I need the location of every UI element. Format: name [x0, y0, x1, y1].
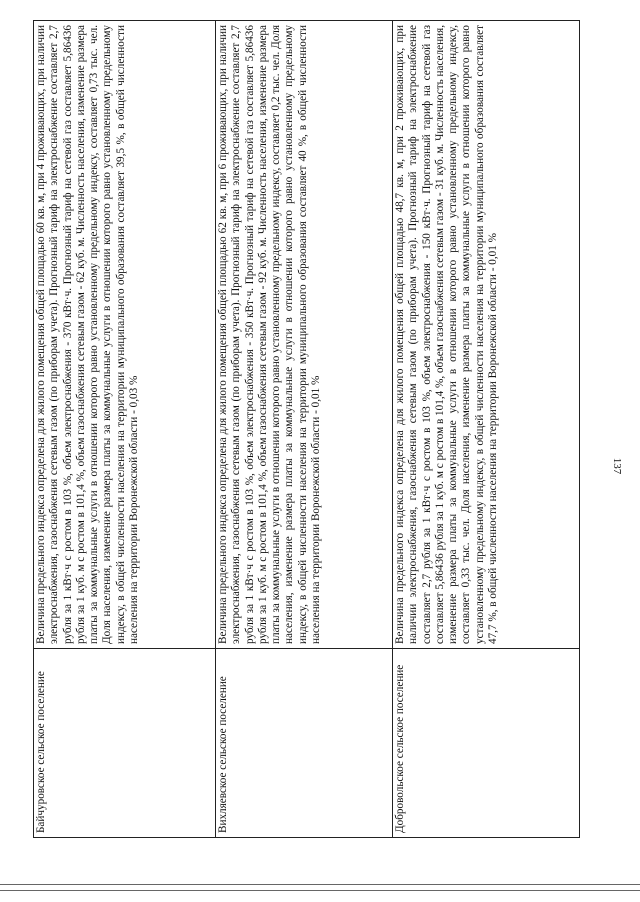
rotated-table-container: [33, 20, 579, 838]
table-row: [216, 21, 393, 838]
table-row: [34, 21, 216, 838]
index-description: Величина предельного индекса определена для жилого помещения общей площадью 60 кв. м, при 4 проживающих, при наличии электроснабжения, газоснабжения сетевым газом (по приборам учета). Прогнозный тариф на электроснабжение составляет 2,7 рубля за 1 кВт·ч с ростом в 103 %, объем электроснабжения - 370 кВт·ч. Прогнозный тариф на сетевой газ составляет 5,86436 рубля за 1 куб. м с ростом в 101,4 %, объем газоснабжения сетевым газом - 62 куб. м. Численность населения, изменение размера платы за коммунальные услуги в отношении которого равно установленному предельному индексу, составляет 0,73 тыс. чел. Доля населения, изменение размера платы за коммунальные услуги в отношении которого равно установленному предельному индексу, в общей численности населения на территории муниципального образования составляет 39,5 %, в общей численности населения на территории Воронежской области - 0,03 %: [34, 21, 216, 649]
settlement-name: Байчуровское сельское поселение: [34, 649, 216, 838]
settlement-name: Добровольское сельское поселение: [393, 649, 580, 838]
scan-edge-line: [0, 890, 640, 891]
index-description: Величина предельного индекса определена для жилого помещения общей площадью 48,7 кв. м, при 2 проживающих, при наличии электроснабжения, газоснабжения сетевым газом (по приборам учета). Прогнозный тариф на электроснабжение составляет 2,7 рубля за 1 кВт·ч с ростом в 103 %, объем электроснабжения - 150 кВт·ч. Прогнозный тариф на сетевой газ составляет 5,86436 рубля за 1 куб. м с ростом в 101,4 %, объем газоснабжения сетевым газом - 31 куб. м. Численность населения, изменение размера платы за коммунальные услуги в отношении которого равно установленному предельному индексу, составляет 0,33 тыс. чел. Доля населения, изменение размера платы за коммунальные услуги в отношении которого равно установленному предельному индексу, в общей численности населения на территории муниципального образования составляет 47,7 %, в общей численности населения на территории Воронежской области - 0,01 %: [393, 21, 580, 649]
table-row: [393, 21, 580, 838]
page-number: 137: [611, 457, 623, 475]
scan-edge-line: [0, 884, 640, 885]
settlement-name: Вихляевское сельское поселение: [216, 649, 393, 838]
settlements-table: [33, 20, 580, 838]
index-description: Величина предельного индекса определена для жилого помещения общей площадью 62 кв. м, при 6 проживающих, при наличии электроснабжения, газоснабжения сетевым газом (по приборам учета). Прогнозный тариф на электроснабжение составляет 2,7 рубля за 1 кВт·ч с ростом в 103 %, объем электроснабжения - 350 кВт·ч. Прогнозный тариф на сетевой газ составляет 5,86436 рубля за 1 куб. м с ростом в 101,4 %, объем газоснабжения сетевым газом - 92 куб. м. Численность населения, изменение размера платы за коммунальные услуги в отношении которого равно установленному предельному индексу, составляет 0,2 тыс. чел. Доля населения, изменение размера платы за коммунальные услуги в отношении которого равно установленному предельному индексу, в общей численности населения на территории муниципального образования составляет 40 %, в общей численности населения на территории Воронежской области - 0,01 %: [216, 21, 393, 649]
